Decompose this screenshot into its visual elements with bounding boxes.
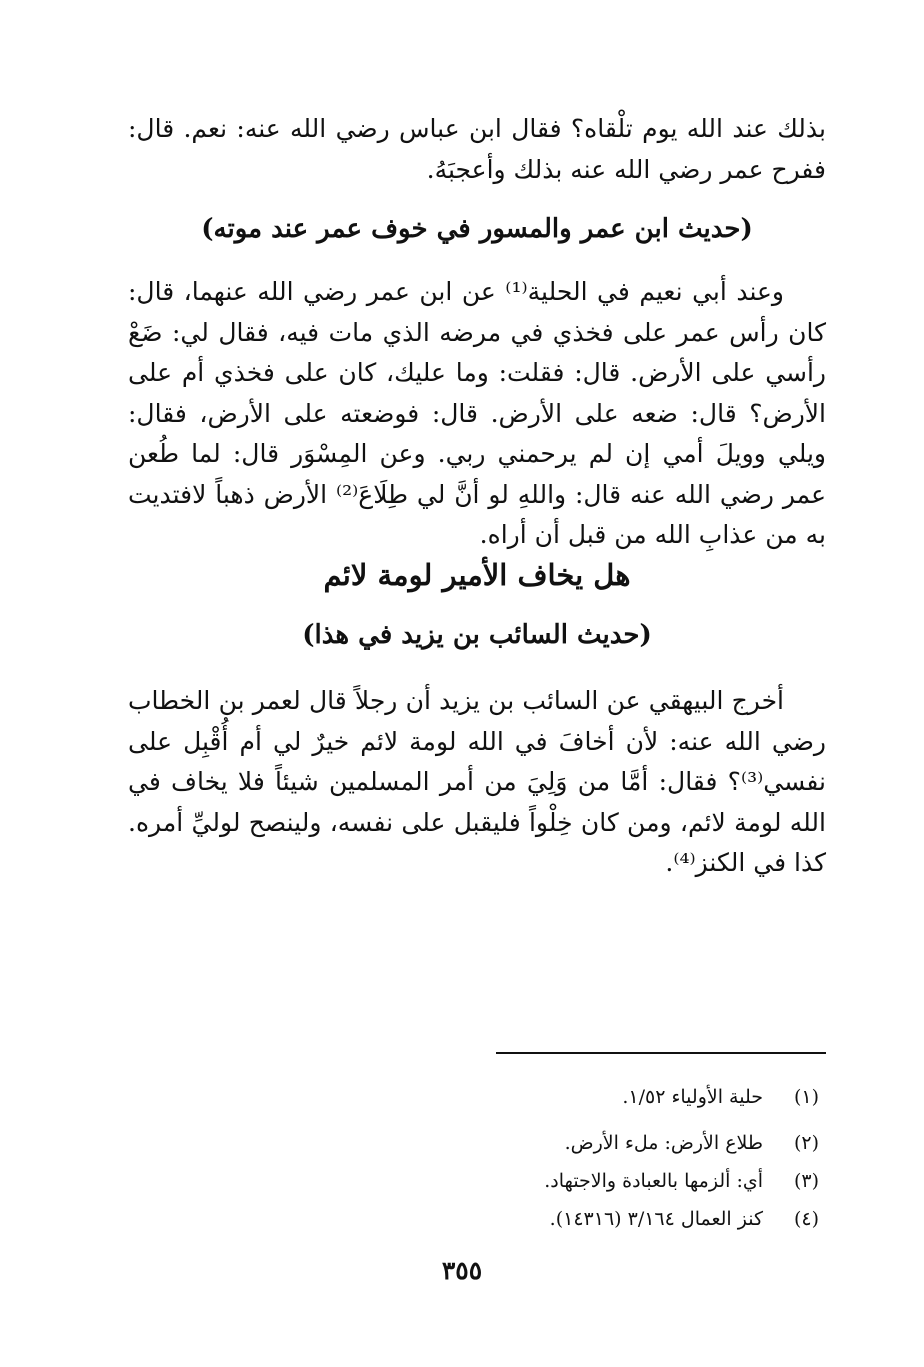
section-paragraph-ibn-umar [128,272,826,556]
footnote-number: (٣) [793,1170,819,1192]
intro-paragraph [128,109,826,190]
paragraph-text: وعند أبي نعيم في الحلية⁽¹⁾ عن ابن عمر رضي الله عنهما، قال: كان رأس عمر على فخذي في مرضه الذي مات فيه، فقال لي: ضَعْ رأسي على الأرض. قال: فقلت: وما عليك، كان على فخذي أم على الأرض؟ قال: ضعه على الأرض. قال: فوضعته على الأرض، فقال: ويلي وويلَ أمي إن لم يرحمني ربي. وعن المِسْوَر قال: لما طُعن عمر رضي الله عنه قال: واللهِ لو أنَّ لي طِلَاعَ⁽²⁾ الأرض ذهباً لافتديت به من عذابِ الله من قبل أن أراه. [128,277,827,549]
page-number: ٣٥٥ [441,1256,483,1285]
footnote-text: حلية الأولياء ١/٥٢. [622,1086,763,1108]
footnote-text: أي: ألزمها بالعبادة والاجتهاد. [544,1170,763,1192]
footnotes-list [150,1078,819,1238]
section-paragraph-saib [128,681,826,884]
footnote-text: كنز العمال ٣/١٦٤ (١٤٣١٦). [549,1208,763,1230]
footnote-text: طلاع الأرض: ملء الأرض. [564,1132,763,1154]
footnote-item [150,1124,819,1162]
paragraph-text: بذلك عند الله يوم تلْقاه؟ فقال ابن عباس رضي الله عنه: نعم. قال: ففرح عمر رضي الله عنه بذلك وأعجبَهُ. [128,114,826,184]
paragraph-text: أخرج البيهقي عن السائب بن يزيد أن رجلاً قال لعمر بن الخطاب رضي الله عنه: لأن أخافَ في الله لومة لائم خيرٌ لي أم أُقْبِل على نفسي⁽³⁾؟ فقال: أمَّا من وَلِيَ من أمر المسلمين شيئاً فلا يخاف في الله لومة لائم، ومن كان خِلْواً فليقبل على نفسه، ولينصح لوليِّ أمره. كذا في الكنز⁽⁴⁾. [128,686,826,877]
footnote-item [150,1162,819,1200]
section-heading-saib: (حديث السائب بن يزيد في هذا) [302,620,652,650]
footnote-item [150,1078,819,1116]
footnote-number: (١) [793,1086,819,1108]
section-heading-ibn-umar: (حديث ابن عمر والمسور في خوف عمر عند موته) [201,214,753,244]
footnote-divider [496,1052,826,1054]
chapter-heading: هل يخاف الأمير لومة لائم [323,558,631,592]
footnote-number: (٢) [793,1132,819,1154]
footnote-item [150,1200,819,1238]
footnote-number: (٤) [793,1208,819,1230]
